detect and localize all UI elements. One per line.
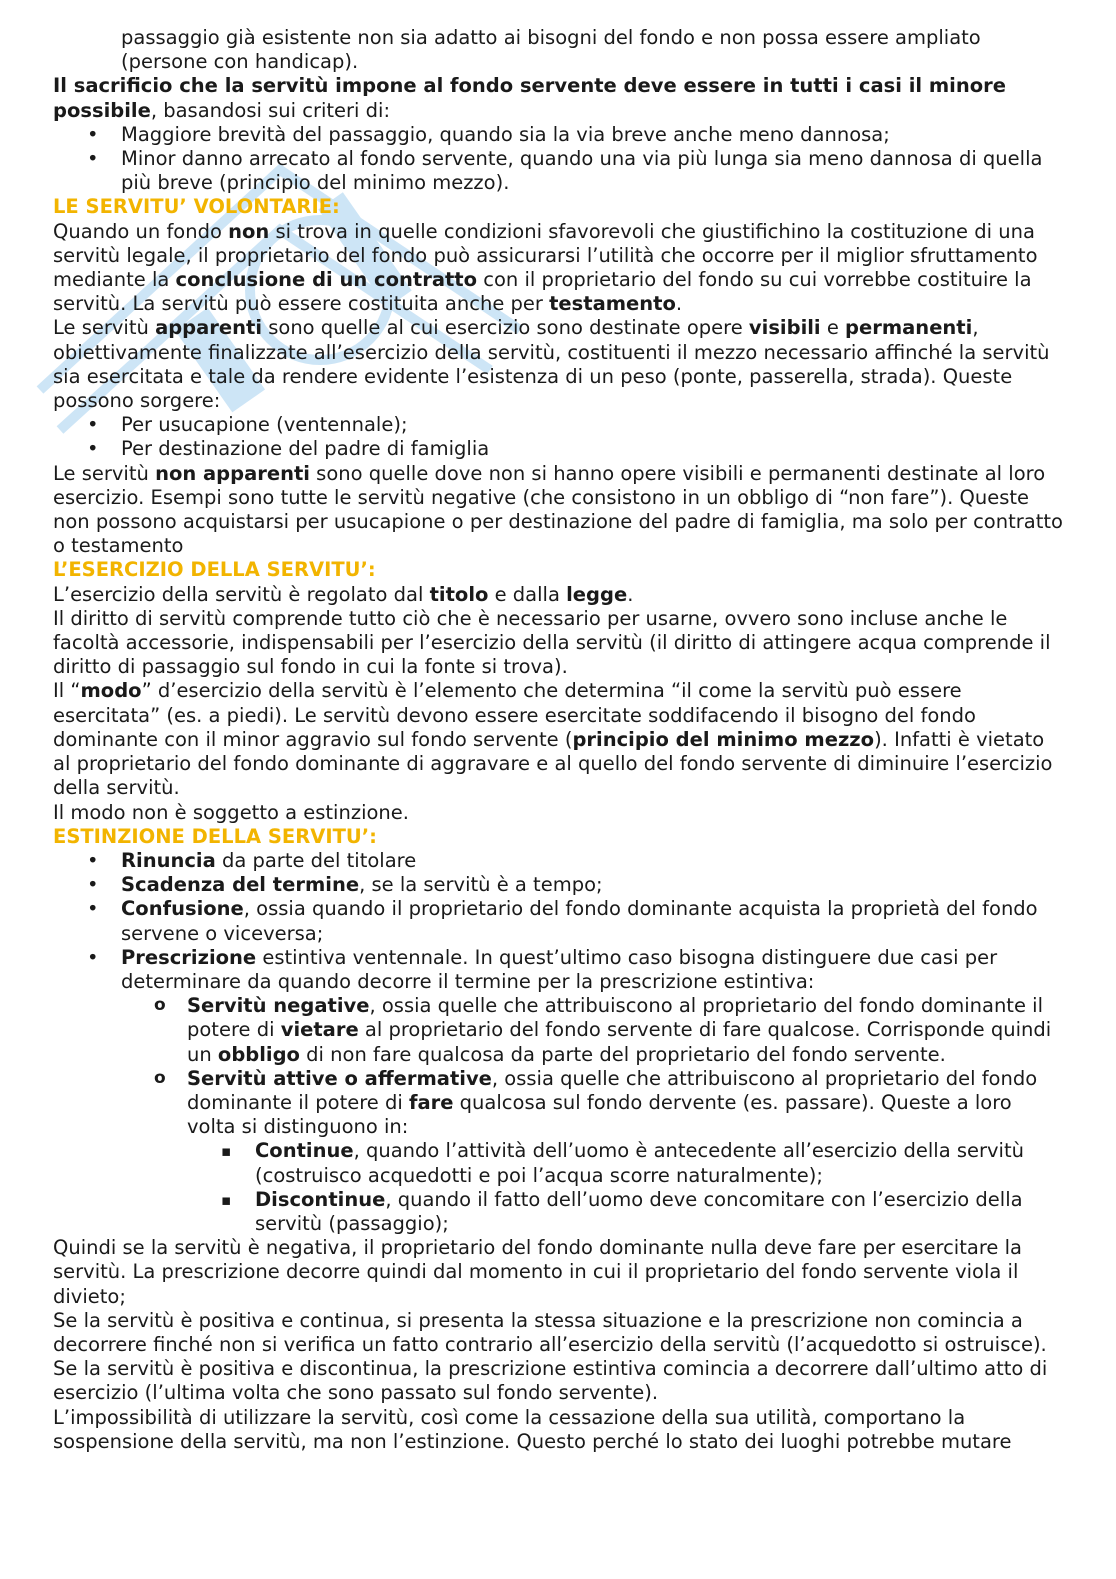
sub-sub-list-item: ▪ Discontinue, quando il fatto dell’uomo deve concomitare con l’esercizio della servitù (passaggio); bbox=[53, 1188, 1063, 1236]
list-item: • Maggiore brevità del passaggio, quando sia la via breve anche meno dannosa; bbox=[53, 123, 1063, 147]
section-heading-servitu-volontarie: LE SERVITU’ VOLONTARIE: bbox=[53, 195, 340, 219]
paragraph-sacrificio bbox=[53, 74, 1063, 122]
sub-sub-list-item: ▪ Continue, quando l’attività dell’uomo è antecedente all’esercizio della servitù (costruisco acquedotti e poi l’acqua scorre naturalmente); bbox=[53, 1139, 1063, 1187]
paragraph-negativa: Quindi se la servitù è negativa, il proprietario del fondo dominante nulla deve fare per esercitare la servitù. La prescrizione decorre quindi dal momento in cui il proprietario del fondo servente viola il divieto; bbox=[53, 1236, 1022, 1308]
document-page bbox=[53, 26, 1063, 1454]
section-heading-estinzione: ESTINZIONE DELLA SERVITU’: bbox=[53, 824, 377, 848]
list-item: • Per destinazione del padre di famiglia bbox=[53, 437, 1063, 461]
bold-text: Il sacrificio che la servitù impone al fondo servente deve essere in tutti i casi il minore possibile bbox=[53, 74, 1006, 122]
list-item: • Minor danno arrecato al fondo servente, quando una via più lunga sia meno dannosa di quella più breve (principio del minimo mezzo). bbox=[53, 147, 1063, 195]
list-item: • Prescrizione estintiva ventennale. In quest’ultimo caso bisogna distinguere due casi per determinare da quando decorre il termine per la prescrizione estintiva: bbox=[53, 946, 1063, 994]
paragraph-positiva-continua: Se la servitù è positiva e continua, si presenta la stessa situazione e la prescrizione non comincia a decorrere finché non si verifica un fatto contrario all’esercizio della servitù (l’acquedotto si ostruisce). bbox=[53, 1308, 1047, 1356]
bullet-list-sorgere bbox=[53, 413, 1063, 461]
paragraph-volontarie: Quando un fondo non si trova in quelle condizioni sfavorevoli che giustifichino la costituzione di una servitù legale, il proprietario del fondo può assicurarsi l’utilità che occorre per il miglior sfruttamento mediante la conclusione di un contratto con il proprietario del fondo su cui vorrebbe costituire la servitù. La servitù può essere costituita anche per testamento. bbox=[53, 219, 1038, 316]
paragraph-diritto: Il diritto di servitù comprende tutto ciò che è necessario per usarne, ovvero sono incluse anche le facoltà accessorie, indispensabili per l’esercizio della servitù (il diritto di attingere acqua comprende il diritto di passaggio sul fondo in cui la fonte si trova). bbox=[53, 606, 1051, 679]
paragraph-impossibilita: L’impossibilità di utilizzare la servitù, così come la cessazione della sua utilità, comportano la sospensione della servitù, ma non l’estinzione. Questo perché lo stato dei luoghi potrebbe mutare bbox=[53, 1405, 1012, 1453]
bullet-list-estinzione bbox=[53, 849, 1063, 1236]
paragraph-modo: Il “modo” d’esercizio della servitù è l’elemento che determina “il come la servitù può essere esercitata” (es. a piedi). Le servitù devono essere esercitate soddifacendo il bisogno del fondo dominante con il minor aggravio sul fondo servente (principio del minimo mezzo). Infatti è vietato al proprietario del fondo dominante di aggravare e al quello del fondo servente di diminuire l’esercizio della servitù. bbox=[53, 679, 1053, 800]
paragraph-apparenti: Le servitù apparenti sono quelle al cui esercizio sono destinate opere visibili e permanenti, obiettivamente finalizzate all’esercizio della servitù, costituenti il mezzo necessario affinché la servitù sia esercitata e tale da rendere evidente l’esistenza di un peso (ponte, passerella, strada). Queste possono sorgere: bbox=[53, 316, 1050, 413]
text: , basandosi sui criteri di: bbox=[150, 98, 391, 122]
list-item: • Per usucapione (ventennale); bbox=[53, 413, 1063, 437]
section-heading-esercizio: L’ESERCIZIO DELLA SERVITU’: bbox=[53, 558, 376, 582]
list-item: • Confusione, ossia quando il proprietario del fondo dominante acquista la proprietà del fondo servene o viceversa; bbox=[53, 897, 1063, 945]
list-item: • Rinuncia da parte del titolare bbox=[53, 849, 1063, 873]
list-item: • Scadenza del termine, se la servitù è a tempo; bbox=[53, 873, 1063, 897]
paragraph-non-apparenti: Le servitù non apparenti sono quelle dove non si hanno opere visibili e permanenti destinate al loro esercizio. Esempi sono tutte le servitù negative (che consistono in un obbligo di “non fare”). Queste non possono acquistarsi per usucapione o per destinazione del padre di famiglia, ma solo per contratto o testamento bbox=[53, 461, 1063, 558]
sub-list-item: o Servitù attive o affermative, ossia quelle che attribuiscono al proprietario del fondo dominante il potere di fare qualcosa sul fondo dervente (es. passare). Queste a loro volta si distinguono in: bbox=[53, 1067, 1063, 1140]
paragraph-titolo-legge: L’esercizio della servitù è regolato dal titolo e dalla legge. bbox=[53, 582, 634, 606]
paragraph-intro: passaggio già esistente non sia adatto ai bisogni del fondo e non possa essere ampliato (persone con handicap). bbox=[121, 26, 981, 74]
sub-list-item: o Servitù negative, ossia quelle che attribuiscono al proprietario del fondo dominante il potere di vietare al proprietario del fondo servente di fare qualcose. Corrisponde quindi un obbligo di non fare qualcosa da parte del proprietario del fondo servente. bbox=[53, 994, 1063, 1067]
paragraph-positiva-discontinua: Se la servitù è positiva e discontinua, la prescrizione estintiva comincia a decorrere dall’ultimo atto di esercizio (l’ultima volta che sono passato sul fondo servente). bbox=[53, 1357, 1048, 1405]
paragraph-modo-estinzione: Il modo non è soggetto a estinzione. bbox=[53, 800, 409, 824]
bullet-list-criteri bbox=[53, 123, 1063, 196]
